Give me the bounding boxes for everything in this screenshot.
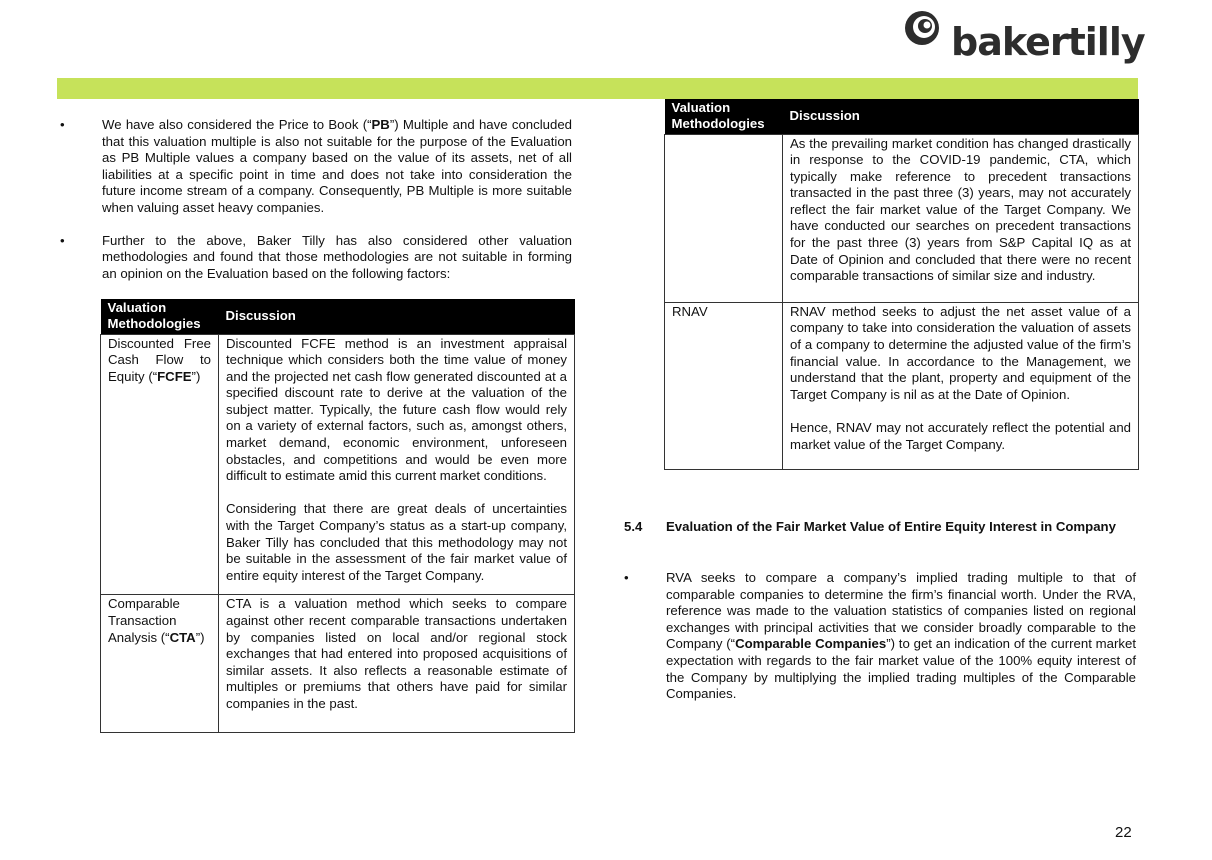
valuation-table-left <box>100 299 575 733</box>
page-number: 22 <box>1115 824 1132 841</box>
section-heading <box>624 518 1136 535</box>
bullet-other-methodologies: • Further to the above, Baker Tilly has also considered other valuation methodologies and found that those methodologies are not suitable in forming an opinion on the Evaluation based on the following factors: <box>60 232 572 281</box>
left-column <box>60 117 572 282</box>
table-row-rnav <box>665 302 1139 469</box>
bullet-marker: • <box>624 570 629 585</box>
logo-text: bakertilly <box>951 20 1145 64</box>
methodology-cell: RNAV <box>665 302 783 469</box>
discussion-cell: As the prevailing market condition has changed drastically in response to the COVID-19 pandemic, CTA, which typically make reference to precedent transactions transacted in the past three (3) years, may not accurately reflect the fair market value of the Target Company. We have conducted our searches on precedent transactions for the past three (3) years from S&P Capital IQ as at Date of Opinion and concluded that there were no recent comparable transactions of similar size and industry. <box>783 134 1139 302</box>
discussion-cell: RNAV method seeks to adjust the net asset value of a company to take into consideration the valuation of assets of a company to determine the adjusted value of the firm’s financial value. In accordance to the Management, we understand that the plant, property and equipment of the Target Company is nil as at the Date of Opinion. Hence, RNAV may not accurately reflect the potential and market value of the Target Company. <box>783 302 1139 469</box>
methodology-cell: Discounted Free Cash Flow to Equity (“FCFE”) <box>101 334 219 595</box>
bullet-marker: • <box>60 232 65 248</box>
methodology-cell <box>665 134 783 302</box>
discussion-cell: Discounted FCFE method is an investment appraisal technique which considers both the time value of money and the projected net cash flow generated discounted at a specified discount rate to derive at the valuation of the subject matter. Typically, the future cash flow would rely on a variety of external factors, such as, amongst others, market demand, economic environment, unforeseen obstacles, and competitions and would be even more difficult to estimate amid this current market conditions. Considering that there are great deals of uncertainties with the Target Company’s status as a start-up company, Baker Tilly has concluded that this methodology may not be suitable in the assessment of the fair market value of entire equity interest of the Target Company. <box>219 334 575 595</box>
table-row-cta-continued <box>665 134 1139 302</box>
valuation-table-right <box>664 99 1139 470</box>
header-methodologies: Valuation Methodologies <box>665 99 783 134</box>
bullet-marker: • <box>60 117 65 132</box>
methodology-cell: Comparable Transaction Analysis (“CTA”) <box>101 595 219 732</box>
header-discussion: Discussion <box>219 299 575 334</box>
discussion-cell: CTA is a valuation method which seeks to compare against other recent comparable transactions undertaken by companies listed on local and/or regional stock exchanges that had entered into proposed acquisitions of similar assets. It also reflects a reasonable estimate of multiples or premiums that others have paid for similar companies in the past. <box>219 595 575 732</box>
header-methodologies: Valuation Methodologies <box>101 299 219 334</box>
bakertilly-swirl-icon <box>903 8 943 48</box>
table-row-fcfe <box>101 334 575 595</box>
bakertilly-logo <box>903 6 1143 70</box>
header-discussion: Discussion <box>783 99 1139 134</box>
table-row-cta <box>101 595 575 732</box>
section-title: Evaluation of the Fair Market Value of Entire Equity Interest in Company <box>666 519 1116 534</box>
bullet-rva: • RVA seeks to compare a company’s implied trading multiple to that of comparable companies to determine the firm’s financial worth. Under the RVA, reference was made to the valuation statistics of companies listed on regional exchanges with principal activities that we consider broadly comparable to the Company (“Comparable Companies”) to get an indication of the current market expectation with regards to the fair market value of the 100% equity interest of the Company by multiplying the implied trading multiples of the Comparable Companies. <box>624 570 1136 702</box>
bullet-pb-multiple: • We have also considered the Price to Book (“PB”) Multiple and have concluded that this valuation multiple is also not suitable for the purpose of the Evaluation as PB Multiple values a company based on the value of its assets, net of all liabilities at a specific point in time and does not take into consideration the future income stream of a company. Consequently, PB Multiple is more suitable when valuing asset heavy companies. <box>60 117 572 215</box>
section-number: 5.4 <box>624 519 643 534</box>
right-column <box>624 570 1136 703</box>
header-band <box>57 78 1138 99</box>
